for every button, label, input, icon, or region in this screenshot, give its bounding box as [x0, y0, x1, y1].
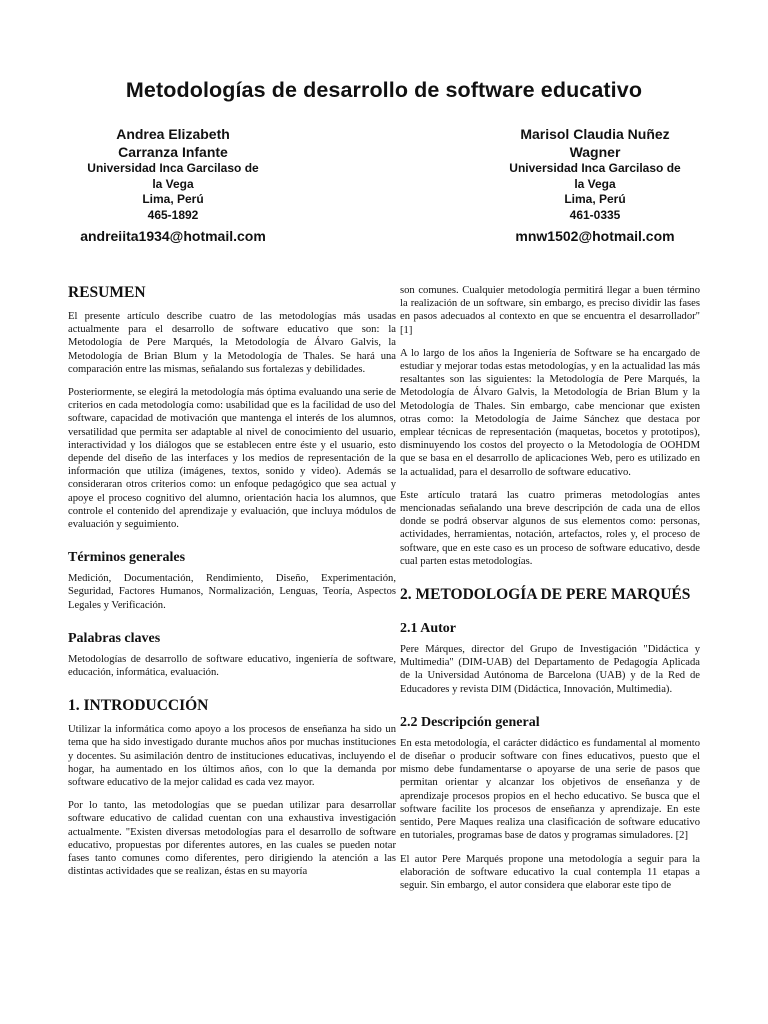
- author-name: Carranza Infante: [118, 144, 228, 160]
- section-2-1-text: Pere Márques, director del Grupo de Investigación "Didáctica y Multimedia" (DIM-UAB) del Departamento de Pedagogía Aplicada de la Universidad Autónoma de Barcelona (UAB) y de la Red de Educadores y revista DIM (Didáctica, Innovación, Multimedia).: [400, 644, 700, 695]
- intro-paragraph: Utilizar la informática como apoyo a los procesos de enseñanza ha sido un tema que ha sido investigado durante muchos años por muchas instituciones y docentes. Su asimilación dentro de instituciones educativas, incluyendo el hogar, ha aumentado en los últimos años, con lo que la demanda por software educativo de la mejor calidad es cada vez mayor.: [68, 724, 396, 789]
- author-name: Wagner: [569, 144, 621, 160]
- terminos-heading: Términos generales: [68, 550, 186, 566]
- author-affiliation: Universidad Inca Garcilaso de: [509, 161, 681, 175]
- author-phone: 465-1892: [147, 207, 199, 222]
- palabras-text: Metodologías de desarrollo de software educativo, ingeniería de software, educación, informática, evaluación.: [68, 653, 396, 679]
- body-paragraph: A lo largo de los años la Ingeniería de Software se ha encargado de estudiar y mejorar todas estas metodologías, y en la actualidad las más resaltantes son las siguientes: la Metodología de Pere Marqués, la Metodología de Álvaro Galvis, la Metodología de Brian Blum y la Metodología de Thales. Sin embargo, cabe mencionar que existen otras como: la Metodología de Jaime Sánchez que destaca por emplear técnicas de representación (maquetas, bocetos y prototipos), disminuyendo los costos del proyecto o la Metodología de OOHDM que se basa en el desarrollo de aplicaciones Web, pero es utilizado en la actualidad, para el desarrollo de software educativo.: [400, 347, 700, 478]
- body-paragraph: son comunes. Cualquier metodología permitirá llegar a buen término la realización de un software, sin embargo, es preciso dividir las fases en pasos adecuados al contexto en que se encuentra el desarrollador" [1]: [400, 285, 700, 336]
- resumen-paragraph: Posteriormente, se elegirá la metodología más óptima evaluando una serie de criterios en cada metodología como: usabilidad que es la facilidad de uso del software, capacidad de motivación que mantenga el interés de los alumnos, versatilidad que permita ser adaptable al nivel de conocimiento del usuario, interactividad y los diálogos que se establecen entre éste y el usuario, esto depende del diseño de las interfaces y los medios de representación de la información que utiliza (imágenes, textos, sonido y video). Además se consideraran otros criterios como: un enfoque pedagógico que sea actual y apoye el proceso cognitivo del alumno, orientación hacia los alumnos, que controle el contenido del aprendizaje y evaluación, que incluya módulos de evaluación y seguimiento.: [68, 387, 396, 531]
- author-email: mnw1502@hotmail.com: [515, 228, 675, 244]
- right-column: [400, 284, 700, 902]
- author-name: Andrea Elizabeth: [116, 126, 230, 142]
- author-affiliation: la Vega: [574, 176, 616, 191]
- intro-heading: 1. INTRODUCCIÓN: [68, 697, 209, 715]
- left-column: [68, 284, 396, 889]
- author-city: Lima, Perú: [142, 192, 204, 206]
- author-affiliation: Universidad Inca Garcilaso de: [87, 161, 259, 175]
- section-2-heading: 2. METODOLOGÍA DE PERE MARQUÉS: [400, 586, 691, 604]
- author-affiliation: la Vega: [152, 176, 194, 191]
- author-city: Lima, Perú: [564, 192, 626, 206]
- resumen-heading: RESUMEN: [68, 284, 146, 301]
- section-2-2-paragraph: El autor Pere Marqués propone una metodología a seguir para la elaboración de software educativo la cual contempla 11 etapas a seguir. Sin embargo, el autor considera que elaborar este tipo de: [400, 853, 700, 891]
- palabras-heading: Palabras claves: [68, 630, 161, 646]
- section-2-1-heading: 2.1 Autor: [400, 621, 456, 637]
- body-paragraph: Este artículo tratará las cuatro primeras metodologías antes mencionadas señalando una breve descripción de cada una de ellos donde se podrá observar algunos de sus elementos como: personas, actividades, herramientas, notación, artefactos, roles y, el proceso de software, que en este caso es un proceso de software educativo, desde cual parten estas metodologías.: [400, 489, 700, 567]
- intro-paragraph: Por lo tanto, las metodologías que se puedan utilizar para desarrollar software educativo de calidad cuentan con una exhaustiva investigación actualmente. "Existen diversas metodologías para el desarrollo de software educativo, propuestas por diferentes autores, en las cuales se pueden notar fases tanto comunes como diferentes, pero dirigiendo la atención a las distintas actividades que se realizan, éstas en su mayoría: [68, 800, 396, 878]
- author-block-1: [62, 125, 284, 243]
- section-2-2-paragraph: En esta metodología, el carácter didáctico es fundamental al momento de diseñar o producir software con fines educativos, puesto que el mismo debe fundamentarse o apoyarse de una serie de pasos que permitan orientar y alcanzar los objetivos de enseñanza y de aprendizaje procesos propios en el hecho educativo. Se busca que el software facilite los procesos de enseñanza y aprendizaje. En este sentido, Pere Maques realiza una clasificación de software educativo en tutoriales, programas base de datos y programas simuladores. [2]: [400, 737, 700, 842]
- author-email: andreiita1934@hotmail.com: [80, 228, 266, 244]
- paper-title: Metodologías de desarrollo de software educativo: [125, 78, 643, 102]
- section-2-2-heading: 2.2 Descripción general: [400, 714, 540, 730]
- author-phone: 461-0335: [569, 207, 621, 222]
- author-name: Marisol Claudia Nuñez: [520, 126, 670, 142]
- resumen-paragraph: El presente artículo describe cuatro de las metodologías más usadas actualmente para el desarrollo de software educativo que son: la Metodología de Pere Marqués, la Metodología de Álvaro Galvis, la Metodología de Brian Blum y la Metodología de Thales. Se hará una comparación entre las mismas, señalando sus fortalezas y debilidades.: [68, 311, 396, 375]
- terminos-text: Medición, Documentación, Rendimiento, Diseño, Experimentación, Seguridad, Factores Humanos, Normalización, Lenguas, Teoría, Aspectos Legales y Verificación.: [68, 573, 396, 611]
- author-block-2: [484, 125, 706, 243]
